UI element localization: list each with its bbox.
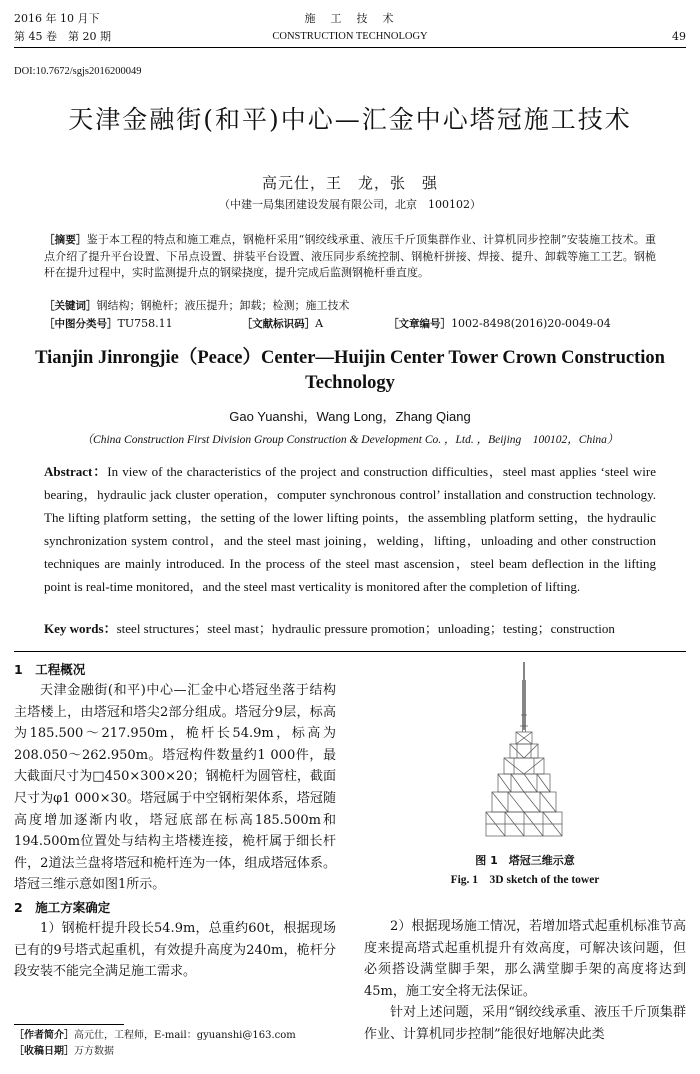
section2-paragraph3: 针对上述问题，采用“钢绞线承重、液压千斤顶集群作业、计算机同步控制”能很好地解决此类 <box>364 1005 686 1042</box>
abstract-cn <box>44 232 656 282</box>
doc-code-label: ［文献标识码］ <box>241 318 316 330</box>
body-separator-rule <box>14 651 686 652</box>
right-column <box>364 916 686 1046</box>
article-number-label: ［文章编号］ <box>388 318 452 330</box>
abstract-en-label: Abstract <box>44 464 93 479</box>
section2-paragraph1: 1）钢桅杆提升段长54.9m，总重约60t，根据现场已有的9号塔式起重机，有效提升高度为240m，桅杆分段安装不能完全满足施工需求。 <box>14 920 336 980</box>
section2-paragraph2: 2）根据现场施工情况，若增加塔式起重机标准节高度来提高塔式起重机提升有效高度，可解决该问题，但必须搭设满堂脚手架，那么满堂脚手架的高度将达到45m，施工安全将无法保证。 <box>364 919 686 999</box>
tower-3d-sketch <box>474 660 574 840</box>
footnote-author-text: 高元仕，工程师，E-mail：gyuanshi@163.com <box>74 1030 296 1041</box>
header-page-number: 49 <box>672 30 686 43</box>
keywords-cn-text: 钢结构；钢桅杆；液压提升；卸载；检测；施工技术 <box>96 299 350 312</box>
keywords-en: Key words：steel structures；steel mast；hydraulic pressure promotion；unloading；testing；construction <box>44 621 615 636</box>
footnote-author-label: ［作者简介］ <box>14 1030 74 1041</box>
abstract-cn-label: ［摘要］ <box>44 234 87 246</box>
footnote-date-text: 万方数据 <box>74 1046 114 1057</box>
abstract-cn-text: 鉴于本工程的特点和施工难点，钢桅杆采用“钢绞线承重、液压千斤顶集群作业、计算机同步控制”安装施工技术。重点介绍了提升平台设置、下吊点设置、拼装平台设置、液压同步系统控制、钢桅杆拼接、焊接、提升、卸载等施工工艺。钢桅杆在提升过程中，实时监测提升点的钢梁挠度，提升完成后监测钢桅杆垂直度。 <box>44 233 656 279</box>
clc-label: ［中图分类号］ <box>44 318 118 330</box>
header-journal-en: CONSTRUCTION TECHNOLOGY <box>272 31 428 42</box>
section1-paragraph: 天津金融街(和平)中心—汇金中心塔冠坐落于结构主塔楼上，由塔冠和塔尖2部分组成。塔冠分9层，标高为185.500～217.950m，桅杆长54.9m，标高为208.050～262.950m。塔冠构件数量约1 000件，最大截面尺寸为□450×300×20；钢桅杆为圆管柱，截面尺寸为φ1 000×30。塔冠属于中空钢桁架体系，塔冠随高度增加逐渐内收，塔冠底部在标高185.500m和194.500m位置处与结构主塔楼连接，桅杆属于细长杆件，2道法兰盘将塔冠和桅杆连为一体，组成塔冠体系。塔冠三维示意如图1所示。 <box>14 683 336 893</box>
tower-figure <box>474 660 574 840</box>
footnote-author <box>14 1028 336 1043</box>
left-column <box>14 660 336 983</box>
header-date: 2016 年 10 月下 <box>14 12 100 25</box>
affiliation-en <box>0 431 700 447</box>
figure-caption-cn: 图 1 塔冠三维示意 <box>475 854 575 867</box>
footnote-rule <box>14 1024 124 1025</box>
affiliation-cn: （中建一局集团建设发展有限公司，北京 100102） <box>219 198 481 211</box>
doc-code-value: A <box>315 317 324 330</box>
footnote-received <box>14 1044 336 1059</box>
abstract-en: Abstract：In view of the characteristics of the project and construction difficulties，steel mast applies ‘steel wire bearing，hydraulic jack cluster operation，computer synchronous control’ installation and construction technology. The lifting platform setting，the setting of the lower lifting points，the assembling platform setting，the hydraulic synchronization system control，and the steel mast joining，welding，lifting，unloading and other construction techniques are mainly introduced. In the process of the steel mast ascension，steel beam deflection in the lifting point is real-time monitored，and the steel mast verticality is monitored after the completion of lifting. <box>44 464 657 595</box>
header-journal-cn: 施 工 技 术 <box>304 12 396 25</box>
affiliation-en-text: （China Construction First Division Group Construction & Development Co. ，Ltd. ，Beijing 100102，China） <box>81 434 619 446</box>
header-rule <box>14 47 686 48</box>
section1-heading: 1 工程概况 <box>14 662 86 677</box>
abstract-en-text: In view of the characteristics of the project and construction difficulties，steel mast applies ‘steel wire bearing，hydraulic jack cluster operation，computer synchronous control’ installation and construction technology. The lifting platform setting，the setting of the lower lifting points，the assembling platform setting，the hydraulic synchronization system control，and the steel mast joining，welding，lifting，unloading and other construction techniques are mainly introduced. In the process of the steel mast ascension，steel beam deflection in the lifting point is real-time monitored，and the steel mast verticality is monitored after the completion of lifting. <box>44 464 657 595</box>
classification-line <box>44 316 656 333</box>
keywords-cn-label: ［关键词］ <box>44 300 97 312</box>
title-en: Tianjin Jinrongjie（Peace）Center—Huijin Center Tower Crown Construction Technology <box>35 348 665 393</box>
clc-value: TU758.11 <box>117 317 173 330</box>
title-cn: 天津金融街(和平)中心—汇金中心塔冠施工技术 <box>68 105 632 134</box>
keywords-en-label: Key words <box>44 621 104 636</box>
authors-cn: 高元仕，王 龙，张 强 <box>261 174 438 192</box>
figure-caption-en: Fig. 1 3D sketch of the tower <box>450 874 600 886</box>
article-number-value: 1002-8498(2016)20-0049-04 <box>451 317 611 330</box>
doi: DOI:10.7672/sgjs2016200049 <box>14 66 142 77</box>
section2-heading: 2 施工方案确定 <box>14 899 111 915</box>
header-volume: 第 45 卷 第 20 期 <box>14 30 111 43</box>
footnote-date-label: ［收稿日期］ <box>14 1046 74 1057</box>
keywords-en-text: steel structures；steel mast；hydraulic pressure promotion；unloading；testing；construction <box>116 621 615 636</box>
keywords-cn <box>44 298 656 315</box>
authors-en: Gao Yuanshi，Wang Long，Zhang Qiang <box>229 409 471 424</box>
